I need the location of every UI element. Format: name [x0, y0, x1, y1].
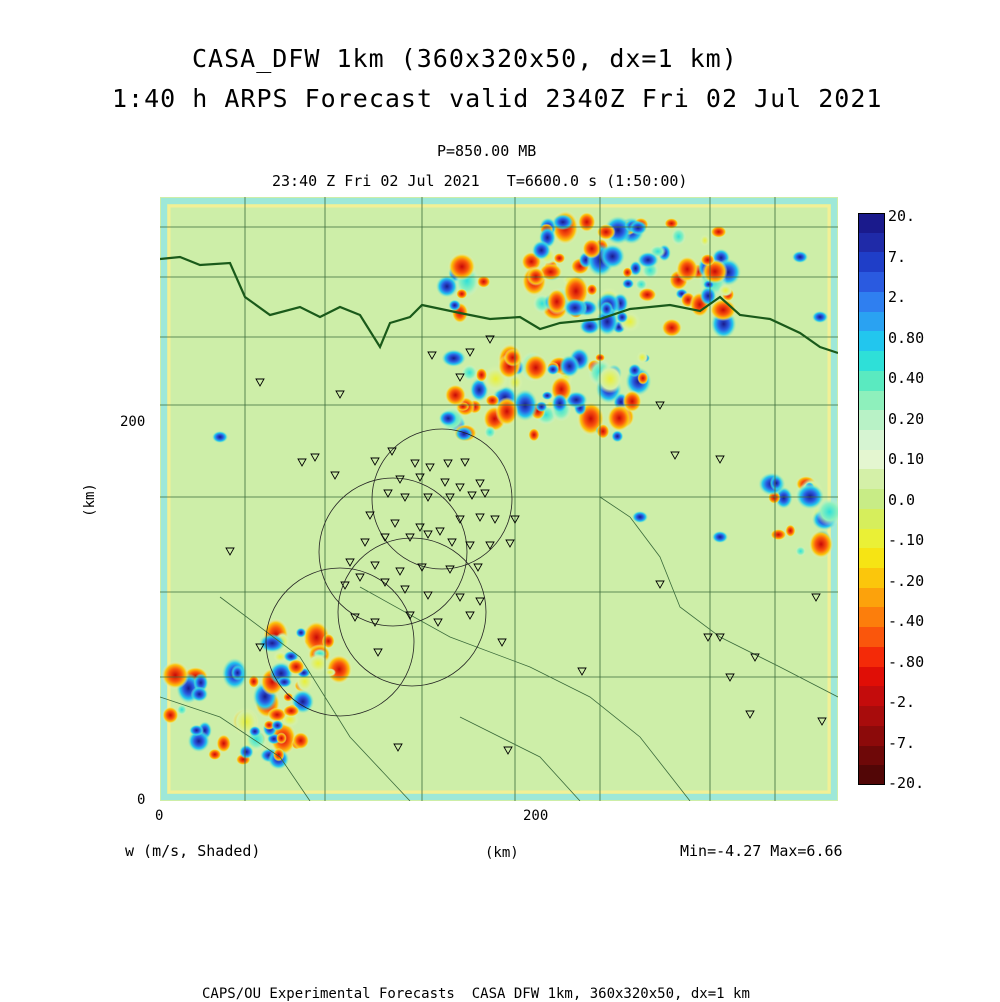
velocity-cell [809, 530, 834, 558]
velocity-cell [582, 239, 601, 259]
color-scale-bar [858, 213, 885, 785]
min-max-values: Min=-4.27 Max=6.66 [680, 842, 843, 860]
velocity-cell [231, 665, 244, 681]
color-scale-label: -.10 [888, 531, 925, 549]
velocity-cell [484, 426, 496, 439]
velocity-cell [455, 427, 473, 441]
velocity-cell [162, 706, 179, 723]
velocity-cell [462, 365, 478, 381]
velocity-cell [636, 351, 648, 364]
y-tick-label-0: 0 [137, 792, 146, 808]
x-axis-label: (km) [485, 845, 519, 861]
velocity-cell [547, 364, 560, 375]
velocity-cell [795, 546, 805, 556]
velocity-cell [629, 221, 647, 236]
velocity-cell [607, 405, 631, 432]
velocity-cell [622, 267, 632, 278]
velocity-cell [552, 214, 573, 230]
velocity-cell [600, 244, 625, 268]
color-scale-label: 2. [888, 288, 907, 306]
velocity-cell [812, 311, 828, 323]
x-tick-label-0: 0 [155, 808, 164, 824]
color-scale-label: -2. [888, 693, 916, 711]
color-scale-label: -.20 [888, 571, 925, 590]
velocity-cell [632, 511, 648, 523]
velocity-cell [770, 476, 783, 491]
velocity-cell [436, 275, 458, 297]
color-scale-label: 0.0 [888, 490, 916, 509]
velocity-cell [528, 428, 539, 442]
color-scale-label: -.80 [888, 652, 925, 671]
velocity-cell [596, 224, 615, 240]
velocity-cell [191, 686, 209, 701]
velocity-cell [597, 365, 624, 394]
pressure-level: P=850.00 MB [437, 142, 537, 160]
velocity-cell [596, 424, 609, 439]
velocity-cell [439, 410, 458, 426]
velocity-cell [661, 318, 682, 337]
forecast-map [160, 197, 838, 801]
velocity-cell [785, 524, 795, 537]
velocity-cell [445, 384, 467, 406]
velocity-cell [277, 676, 292, 687]
velocity-cell [324, 668, 336, 676]
color-scale-label: 0.80 [888, 328, 925, 347]
velocity-cell [718, 284, 732, 296]
color-scale-label: -.40 [888, 612, 925, 630]
color-scale-label: 7. [888, 247, 907, 266]
color-scale-label: 20. [888, 207, 916, 225]
velocity-cell [564, 299, 586, 317]
velocity-cell [212, 431, 228, 443]
velocity-cell [283, 705, 300, 717]
color-scale-label: -20. [888, 774, 925, 792]
velocity-cell [792, 251, 808, 263]
velocity-cell [710, 226, 726, 238]
velocity-cell [547, 288, 568, 314]
velocity-cell [208, 749, 221, 761]
velocity-cell [770, 529, 786, 541]
field-label: w (m/s, Shaded) [125, 842, 261, 860]
velocity-cell [249, 726, 261, 737]
velocity-cell [523, 354, 548, 381]
y-tick-label-200: 200 [120, 414, 146, 430]
velocity-cell [448, 253, 476, 281]
velocity-cell [611, 430, 623, 442]
color-scale-label: 0.40 [888, 369, 925, 387]
x-tick-label-200: 200 [523, 808, 549, 824]
velocity-cell [637, 252, 658, 268]
y-axis-label: (km) [81, 483, 98, 517]
velocity-cell [442, 350, 466, 367]
velocity-cell [700, 234, 710, 246]
velocity-cell [676, 256, 699, 282]
velocity-cell [476, 368, 488, 382]
velocity-cell [504, 349, 522, 367]
velocity-cell [578, 212, 596, 233]
velocity-cell [559, 355, 579, 377]
velocity-cell [271, 720, 283, 731]
velocity-cell [622, 279, 634, 289]
title-line-2: 1:40 h ARPS Forecast valid 2340Z Fri 02 Jul 2021 [112, 84, 883, 113]
velocity-cell [628, 364, 641, 377]
velocity-cell [671, 228, 686, 245]
footer-credit: CAPS/OU Experimental Forecasts CASA DFW 1km, 360x320x50, dx=1 km [202, 986, 750, 1002]
velocity-cell [712, 531, 728, 543]
velocity-cell [161, 661, 189, 689]
velocity-cell [448, 300, 460, 311]
velocity-cell [700, 254, 714, 266]
velocity-cell [586, 284, 597, 296]
velocity-cell [276, 732, 287, 744]
valid-time: 23:40 Z Fri 02 Jul 2021 T=6600.0 s (1:50:00) [272, 172, 688, 190]
velocity-cell [189, 725, 204, 736]
velocity-cell [552, 394, 568, 414]
color-scale-label: 0.10 [888, 450, 925, 468]
title-line-1: CASA_DFW 1km (360x320x50, dx=1 km) [192, 44, 738, 73]
velocity-cell [638, 288, 657, 302]
color-scale-label: -7. [888, 733, 916, 752]
velocity-cell [292, 732, 309, 750]
velocity-cell [273, 748, 285, 762]
color-scale-label: 0.20 [888, 409, 925, 428]
velocity-cell [553, 253, 565, 264]
velocity-cell [532, 241, 551, 260]
velocity-cell [456, 289, 468, 299]
velocity-cell [296, 628, 307, 638]
